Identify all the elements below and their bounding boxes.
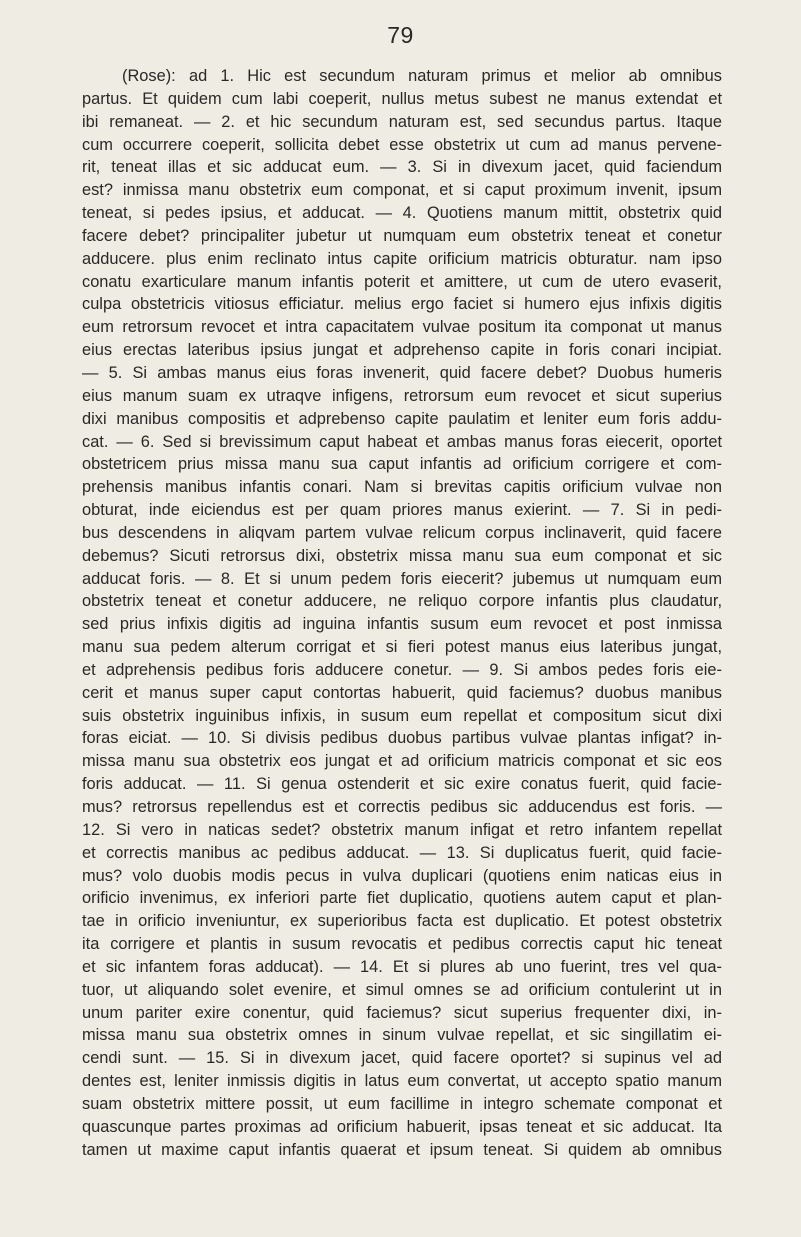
text-line: eius erectas lateribus ipsius jungat et adprehenso capite in foris conari incipiat. [82,341,722,360]
text-line: cum occurrere coeperit, sollicita debet esse obstetrix ut cum ad manus pervene- [82,135,722,154]
text-line: suis obstetrix inguinibus infixis, in susum eum repellat et compositum sicut dixi [82,706,722,725]
text-line: missa manu sua obstetrix omnes in sinum vulvae repellat, et sic singillatim ei- [82,1026,722,1045]
text-line: eum retrorsum revocet et intra capacitatem vulvae positum ita componat ut manus [82,318,722,337]
text-line: mus? volo duobis modis pecus in vulva duplicari (quotiens enim naticas eius in [82,866,722,885]
text-line: suam obstetrix mittere possit, ut eum facillime in integro schemate componat et [82,1094,722,1113]
text-line: dixi manibus compositis et adprebenso capite paulatim et leniter eum foris addu- [82,409,722,428]
text-line: dentes est, leniter inmissis digitis in latus eum convertat, ut accepto spatio manum [82,1072,722,1091]
text-line: cat. — 6. Sed si brevissimum caput habeat et ambas manus foras eiecerit, oportet [82,432,722,451]
text-line: tamen ut maxime caput infantis quaerat et ipsum teneat. Si quidem ab omnibus [82,1140,722,1159]
text-line: eius manum suam ex utraqve infigens, retrorsum eum revocet et sicut superius [82,386,722,405]
text-line: tae in orificio inveniuntur, ex superioribus facta est duplicatio. Et potest obstetrix [82,912,722,931]
text-line: est? inmissa manu obstetrix eum componat, et si caput proximum invenit, ipsum [82,181,722,200]
text-line: et adprehensis pedibus foris adducere conetur. — 9. Si ambos pedes foris eie- [82,660,722,679]
text-line: partus. Et quidem cum labi coeperit, nullus metus subest ne manus extendat et [82,89,722,108]
text-line: conatu exarticulare manum infantis poterit et amittere, ut cum de utero evaserit, [82,272,722,291]
text-line: 12. Si vero in naticas sedet? obstetrix manum infigat et retro infantem repellat [82,820,722,839]
text-line: tuor, ut aliquando solet evenire, et simul omnes se ad orificium contulerint ut in [82,980,722,999]
text-line: culpa obstetricis vitiosus efficiatur. melius ergo faciet si humero ejus infixis digitis [82,295,722,314]
text-line: unum pariter exire conentur, quid faciemus? sicut superius frequenter dixi, in- [82,1003,722,1022]
text-line: quascunque partes proximas ad orificium habuerit, ipsas teneat et sic adducat. Ita [82,1117,722,1136]
text-line: facere debet? principaliter jubetur ut numquam eum obstetrix teneat et conetur [82,226,722,245]
text-line: — 5. Si ambas manus eius foras invenerit, quid facere debet? Duobus humeris [82,363,722,382]
text-line: manu sua pedem alterum corrigat et si fieri potest manus eius lateribus jungat, [82,638,722,657]
text-line: foras eiciat. — 10. Si divisis pedibus duobus partibus vulvae plantas infigat? in- [82,729,722,748]
text-line: orificio invenimus, ex inferiori parte fiet duplicatio, quotiens autem caput et plan- [82,889,722,908]
text-line: bus descendens in aliqvam partem vulvae relicum corpus inclinaverit, quid facere [82,523,722,542]
text-line: foris adducat. — 11. Si genua ostenderit et sic exire conatus fuerit, quid facie- [82,775,722,794]
text-line: sed prius infixis digitis ad inguina infantis susum eum revocet et post inmissa [82,615,722,634]
text-line: teneat, si pedes ipsius, et adducat. — 4. Quotiens manum mittit, obstetrix quid [82,204,722,223]
text-line: rit, teneat illas et sic adducat eum. — 3. Si in divexum jacet, quid faciendum [82,158,722,177]
text-line: mus? retrorsus repellendus est et correctis pedibus sic adducendus est foris. — [82,798,722,816]
text-line: obstetricem prius missa manu sua caput infantis ad orificium corrigere et com- [82,455,722,474]
text-line: adducat foris. — 8. Et si unum pedem foris eiecerit? jubemus ut numquam eum [82,569,722,588]
page-number: 79 [387,22,414,48]
text-line: ita corrigere et plantis in susum revocatis et pedibus correctis caput hic teneat [82,935,722,954]
text-line: obstetrix teneat et conetur adducere, ne reliquo corpore infantis plus claudatur, [82,592,722,611]
text-line: et sic infantem foras adducat). — 14. Et si plures ab uno fuerint, tres vel qua- [82,957,722,976]
text-line: cendi sunt. — 15. Si in divexum jacet, quid facere oportet? si supinus vel ad [82,1049,722,1068]
text-line: cerit et manus super caput contortas habuerit, quid faciemus? duobus manibus [82,683,722,702]
text-line: missa manu sua obstetrix eos jungat et ad orificium matricis componat et sic eos [82,752,722,771]
body-text [82,65,722,1162]
text-line: debemus? Sicuti retrorsus dixi, obstetrix missa manu sua eum componat et sic [82,546,722,565]
text-line: adducere. plus enim reclinato intus capite orificium matricis obturatur. nam ipso [82,249,722,268]
text-line: prehensis manibus infantis conari. Nam si brevitas capitis orificium vulvae non [82,478,722,497]
text-line: et correctis manibus ac pedibus adducat. — 13. Si duplicatus fuerit, quid facie- [82,843,722,862]
text-line: obturat, inde eiciendus est per quam priores manus exierint. — 7. Si in pedi- [82,501,722,520]
text-line: ibi remaneat. — 2. et hic secundum naturam est, sed secundus partus. Itaque [82,112,722,131]
text-line: (Rose): ad 1. Hic est secundum naturam primus et melior ab omnibus [122,67,722,85]
